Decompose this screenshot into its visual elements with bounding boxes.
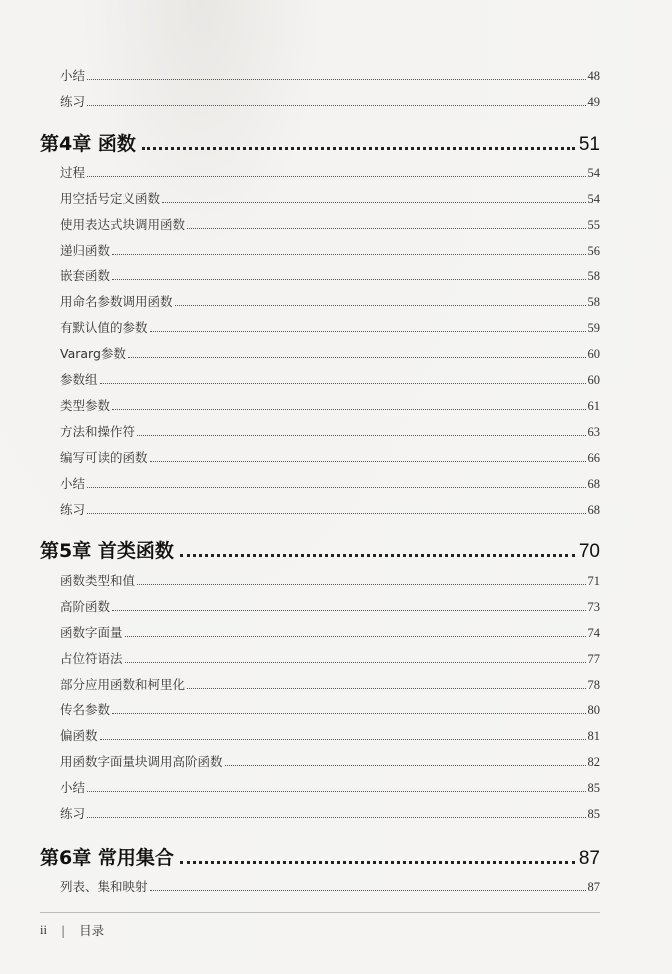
toc-entry <box>60 724 600 744</box>
dot-leader <box>100 739 586 740</box>
toc-entry <box>60 673 600 693</box>
toc-entry <box>60 472 600 492</box>
page-number: 58 <box>587 269 600 283</box>
dot-leader <box>180 554 575 557</box>
entry-title: 用函数字面量块调用高阶函数 <box>60 754 223 769</box>
dot-leader <box>175 305 586 306</box>
dot-leader <box>150 461 586 462</box>
entry-title: 小结 <box>60 780 86 795</box>
entry-title: 部分应用函数和柯里化 <box>60 677 186 692</box>
dot-leader <box>128 357 586 358</box>
dot-leader <box>87 176 585 177</box>
toc-entry <box>60 213 600 233</box>
page-number: 54 <box>587 192 600 206</box>
entry-title: 占位符语法 <box>60 651 123 666</box>
page-number: 51 <box>578 134 600 155</box>
entry-title: 高阶函数 <box>60 599 111 614</box>
dot-leader <box>87 791 585 792</box>
entry-title: 使用表达式块调用函数 <box>60 217 186 232</box>
footer-separator: | <box>60 922 66 938</box>
dot-leader <box>150 331 586 332</box>
entry-title: 小结 <box>60 68 86 83</box>
toc-entry <box>60 239 600 259</box>
toc-entry <box>60 161 600 181</box>
dot-leader <box>187 688 585 689</box>
toc-entry <box>60 316 600 336</box>
toc-entry <box>60 394 600 414</box>
footer-page-number: ii <box>40 922 47 937</box>
page-number: 49 <box>587 95 600 109</box>
dot-leader <box>187 228 585 229</box>
chapter-title: 第4章 函数 <box>40 133 136 155</box>
dot-leader <box>225 765 586 766</box>
entry-title: 列表、集和映射 <box>60 879 148 894</box>
entry-title: Vararg参数 <box>60 346 126 361</box>
page-footer <box>40 921 104 939</box>
dot-leader <box>137 435 585 436</box>
page-number: 61 <box>587 399 600 413</box>
page-number: 82 <box>587 755 600 769</box>
entry-title: 小结 <box>60 476 86 491</box>
page-number: 85 <box>587 781 600 795</box>
page-number: 81 <box>587 729 600 743</box>
footer-rule <box>40 912 600 913</box>
toc-entry <box>60 698 600 718</box>
entry-title: 参数组 <box>60 372 98 387</box>
toc-entry <box>60 875 600 895</box>
page-number: 59 <box>587 321 600 335</box>
entry-title: 函数类型和值 <box>60 573 136 588</box>
dot-leader <box>150 890 586 891</box>
entry-title: 方法和操作符 <box>60 424 136 439</box>
dot-leader <box>112 610 585 611</box>
entry-title: 过程 <box>60 165 86 180</box>
page-number: 58 <box>587 295 600 309</box>
entry-title: 用命名参数调用函数 <box>60 294 173 309</box>
dot-leader <box>112 254 585 255</box>
toc-entry <box>60 595 600 615</box>
page-number: 71 <box>587 574 600 588</box>
toc-entry <box>60 750 600 770</box>
toc-entry <box>60 342 600 362</box>
page-number: 54 <box>587 166 600 180</box>
page-number: 68 <box>587 503 600 517</box>
entry-title: 递归函数 <box>60 243 111 258</box>
toc-entry <box>60 420 600 440</box>
page-number: 68 <box>587 477 600 491</box>
dot-leader <box>142 147 575 150</box>
entry-title: 偏函数 <box>60 728 98 743</box>
page-number: 70 <box>578 541 600 562</box>
toc-entry <box>60 64 600 84</box>
toc-entry <box>60 776 600 796</box>
toc-entry <box>60 187 600 207</box>
page-number: 78 <box>587 678 600 692</box>
dot-leader <box>87 487 585 488</box>
entry-title: 练习 <box>60 94 86 109</box>
page-number: 80 <box>587 703 600 717</box>
entry-title: 传名参数 <box>60 702 111 717</box>
toc-entry <box>60 802 600 822</box>
toc-chapter-heading <box>40 128 600 156</box>
dot-leader <box>112 409 585 410</box>
toc-entry <box>60 569 600 589</box>
toc-entry <box>60 290 600 310</box>
dot-leader <box>87 513 585 514</box>
dot-leader <box>87 817 585 818</box>
chapter-title: 第5章 首类函数 <box>40 540 174 562</box>
dot-leader <box>87 105 585 106</box>
entry-title: 函数字面量 <box>60 625 123 640</box>
page-number: 56 <box>587 244 600 258</box>
dot-leader <box>137 584 585 585</box>
dot-leader <box>87 79 585 80</box>
toc-entry <box>60 647 600 667</box>
page-number: 60 <box>587 373 600 387</box>
page-number: 74 <box>587 626 600 640</box>
entry-title: 练习 <box>60 806 86 821</box>
entry-title: 嵌套函数 <box>60 268 111 283</box>
page-number: 87 <box>587 880 600 894</box>
entry-title: 练习 <box>60 502 86 517</box>
toc-chapter-heading <box>40 535 600 563</box>
toc-entry <box>60 264 600 284</box>
entry-title: 类型参数 <box>60 398 111 413</box>
dot-leader <box>112 713 585 714</box>
dot-leader <box>180 861 575 864</box>
dot-leader <box>100 383 586 384</box>
page-number: 73 <box>587 600 600 614</box>
page-number: 85 <box>587 807 600 821</box>
toc-entry <box>60 368 600 388</box>
toc-entry <box>60 498 600 518</box>
toc-entry <box>60 90 600 110</box>
toc-entry <box>60 621 600 641</box>
page-number: 48 <box>587 69 600 83</box>
chapter-title: 第6章 常用集合 <box>40 847 174 869</box>
dot-leader <box>162 202 585 203</box>
page-number: 63 <box>587 425 600 439</box>
page-number: 55 <box>587 218 600 232</box>
entry-title: 用空括号定义函数 <box>60 191 161 206</box>
dot-leader <box>125 636 586 637</box>
dot-leader <box>112 279 585 280</box>
toc-entry <box>60 446 600 466</box>
page-number: 60 <box>587 347 600 361</box>
dot-leader <box>125 662 586 663</box>
entry-title: 有默认值的参数 <box>60 320 148 335</box>
page-number: 66 <box>587 451 600 465</box>
page-number: 87 <box>578 848 600 869</box>
page-number: 77 <box>587 652 600 666</box>
toc-chapter-heading <box>40 842 600 870</box>
entry-title: 编写可读的函数 <box>60 450 148 465</box>
footer-section-title: 目录 <box>79 923 105 938</box>
